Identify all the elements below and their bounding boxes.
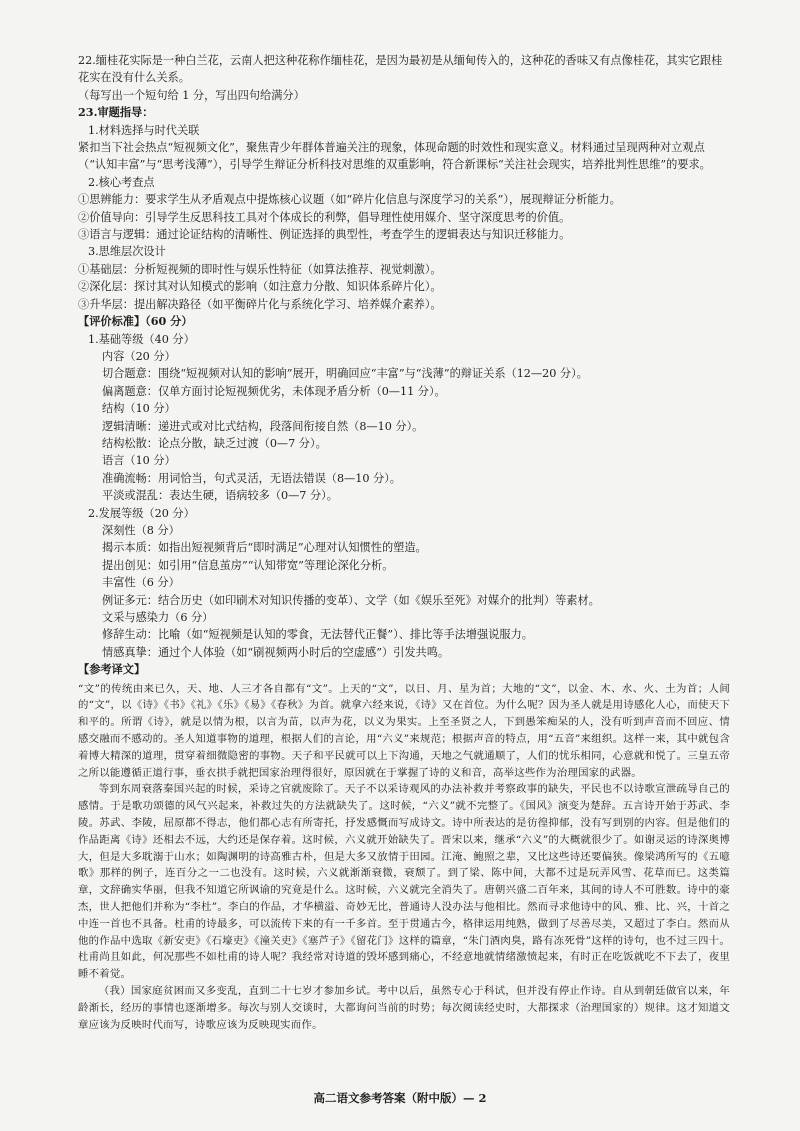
development-level-title: 2.发展等级（20 分） bbox=[88, 506, 195, 520]
answer-page bbox=[78, 52, 730, 1033]
content-item: 切合题意：围绕“短视频对认知的影响”展开，明确回应“丰富”与“浅薄”的辩证关系（12—20 分）。 bbox=[102, 367, 588, 381]
q23-title: 23.审题指导： bbox=[78, 105, 154, 120]
language-item: 平淡或混乱：表达生硬，语病较多（0—7 分）。 bbox=[102, 489, 338, 503]
structure-title: 结构（10 分） bbox=[102, 402, 176, 416]
depth-item: 提出创见：如引用“信息茧房”“认知带宽”等理论深化分析。 bbox=[102, 558, 394, 572]
language-title: 语言（10 分） bbox=[102, 454, 176, 468]
criteria-title: 【评价标准】（60 分） bbox=[78, 314, 193, 329]
depth-title: 深刻性（8 分） bbox=[102, 523, 180, 537]
literary-title: 文采与感染力（6 分） bbox=[102, 611, 214, 624]
basic-level-title: 1.基础等级（40 分） bbox=[88, 332, 195, 346]
structure-item: 逻辑清晰：递进式或对比式结构，段落间衔接自然（8—10 分）。 bbox=[102, 419, 424, 433]
translation-paragraph: 等到东周衰落秦国兴起的时候，采诗之官就废除了。天子不以采诗观风的办法补救并考察政事的缺失，平民也不以诗歌宣泄疏导自己的感情。于是歌功颂德的风气兴起来，补救过失的方法就缺失了。这时候，“六义”就不完整了。《国风》演变为楚辞。五言诗开始于苏武、李陵。苏武、李陵，屈原都不得志，他们都心志有所寄托，抒发感慨而写成诗文。诗中所表达的是彷徨抑郁，没有写到别的内容。但是他们的作品距离《诗》还相去不远，大约还是保存着。这时候，六义就开始缺失了。晋宋以来，继承“六义”的大概就很少了。如谢灵运的诗深奥博大，但是大多耽溺于山水；如陶渊明的诗高雅古朴，但是大多又放情于田园。江淹、鲍照之辈，又比这些诗还要偏狭。像梁鸿所写的《五噫歌》那样的例子，连百分之一二也没有。这时候，六义就渐渐衰微，衰颓了。到了梁、陈中间，大都不过是玩弄风雪、花草而已。这类篇章，文辞确实华丽，但我不知道它所讽谕的究竟是什么。这时候，六义就完全消失了。唐朝兴盛二百年来，其间的诗人不可胜数。诗中的豪杰，世人把他们并称为“李杜”。李白的作品，才华横溢、奇妙无比，普通诗人没办法与他相比。然而寻求他诗中的风、雅、比、兴，十首之中连一首也不具备。杜甫的诗最多，可以流传下来的有一千多首。至于贯通古今，格律运用纯熟，做到了尽善尽美，又超过了李白。然而从他的作品中选取《新安吏》《石壕吏》《潼关吏》《塞芦子》《留花门》这样的篇章，“朱门酒肉臭，路有冻死骨”这样的诗句，也不过三四十。杜甫尚且如此，何况那些不如杜甫的诗人呢？我经常对诗道的毁坏感到痛心，不经意地就情绪激愤起来，有时正在吃饭就吃不下去了，夜里睡不着觉。 bbox=[78, 783, 730, 981]
q23-section-1-title: 1.材料选择与时代关联 bbox=[88, 123, 200, 137]
translation-paragraph: “文”的传统由来已久，天、地、人三才各自都有“文”。上天的“文”，以日、月、星为首；大地的“文”，以金、木、水、火、土为首；人间的“文”，以《诗》《书》《礼》《乐》《易》《春秋》为首。就拿六经来说，《诗》又在首位。为什么呢？因为圣人就是用诗感化人心，而使天下和平的。所谓《诗》，就是以情为根，以言为苗，以声为花，以义为果实。上至圣贤之人，下到愚笨痴呆的人，没有听到声音而不回应、情感交融而不感动的。圣人知道事物的道理，根据人们的言论，用“六义”来规范；根据声音的特点，用“五音”来组织。这样一来，其中就包含着博大精深的道理，贯穿着细微隐密的事物。天子和平民就可以上下沟通，天地之气就通顺了，人们的忧乐相同，心意就和悦了。三皇五帝之所以能遵循正道行事，垂衣拱手就把国家治理得很好，原因就在于掌握了诗的义和音，高举这些作为治理国家的武器。 bbox=[78, 682, 730, 779]
richness-item: 例证多元：结合历史（如印刷术对知识传播的变革）、文学（如《娱乐至死》对媒介的批判）等素材。 bbox=[102, 593, 600, 607]
translation-paragraph: （我）国家庭贫困而又多变乱，直到二十七岁才参加乡试。考中以后，虽然专心于科试，但并没有停止作诗。自从到朝廷做官以来，年龄渐长，经历的事情也逐渐增多。每次与别人交谈时，大都询问当前的时势；每次阅读经史时，大都探求（治理国家的）规律。这才知道文章应该为反映时代而写，诗歌应该为反映现实而作。 bbox=[78, 984, 730, 1031]
richness-title: 丰富性（6 分） bbox=[102, 576, 180, 590]
depth-item: 揭示本质：如指出短视频背后“即时满足”心理对认知惯性的塑造。 bbox=[102, 541, 427, 555]
page-footer: 高二语文参考答案（附中版）— 2 bbox=[313, 1091, 487, 1105]
q23-section-3-title: 3.思维层次设计 bbox=[88, 245, 166, 259]
literary-item: 修辞生动：比喻（如“短视频是认知的零食，无法替代正餐”）、排比等手法增强说服力。 bbox=[102, 628, 533, 642]
content-title: 内容（20 分） bbox=[102, 349, 176, 363]
q23-section-1-text: 紧扣当下社会热点“短视频文化”，聚焦青少年群体普遍关注的现象，体现命题的时效性和现实意义。材料通过呈现两种对立观点（“认知丰富”与“思考浅薄”），引导学生辩证分析科技对思维的双重影响，符合新课标“关注社会现实，培养批判性思维”的要求。 bbox=[78, 141, 711, 172]
q23-section-2-item: ③语言与逻辑：通过论证结构的清晰性、例证选择的典型性，考查学生的逻辑表达与知识迁移能力。 bbox=[78, 228, 571, 242]
q22-line-2: 花实在没有什么关系。 bbox=[78, 71, 190, 85]
language-item: 准确流畅：用词恰当，句式灵活，无语法错误（8—10 分）。 bbox=[102, 471, 401, 485]
q22-line-1: 22.缅桂花实际是一种白兰花，云南人把这种花称作缅桂花，是因为最初是从缅甸传入的，这种花的香味又有点像桂花，其实它跟桂 bbox=[78, 54, 723, 67]
translation-body bbox=[78, 681, 730, 1034]
q23-section-2-item: ②价值导向：引导学生反思科技工具对个体成长的利弊，倡导理性使用媒介、坚守深度思考的价值。 bbox=[78, 210, 571, 224]
structure-item: 结构松散：论点分散，缺乏过渡（0—7 分）。 bbox=[102, 436, 327, 450]
q22-scoring-note: （每写出一个短句给 1 分，写出四句给满分） bbox=[78, 88, 305, 102]
q23-section-2-item: ①思辨能力：要求学生从矛盾观点中提炼核心议题（如“碎片化信息与深度学习的关系”），展现辩证分析能力。 bbox=[78, 193, 621, 207]
q23-section-3-item: ③升华层：提出解决路径（如平衡碎片化与系统化学习、培养媒介素养）。 bbox=[78, 297, 442, 311]
translation-title: 【参考译文】 bbox=[78, 662, 146, 677]
q23-section-3-item: ②深化层：探讨其对认知模式的影响（如注意力分散、知识体系碎片化）。 bbox=[78, 280, 442, 294]
literary-item: 情感真挚：通过个人体验（如“刷视频两小时后的空虚感”）引发共鸣。 bbox=[102, 645, 450, 659]
content-item: 偏离题意：仅单方面讨论短视频优劣，未体现矛盾分析（0—11 分）。 bbox=[102, 384, 446, 398]
q23-section-2-title: 2.核心考查点 bbox=[88, 175, 155, 189]
q23-section-3-item: ①基础层：分析短视频的即时性与娱乐性特征（如算法推荐、视觉刺激）。 bbox=[78, 262, 442, 276]
